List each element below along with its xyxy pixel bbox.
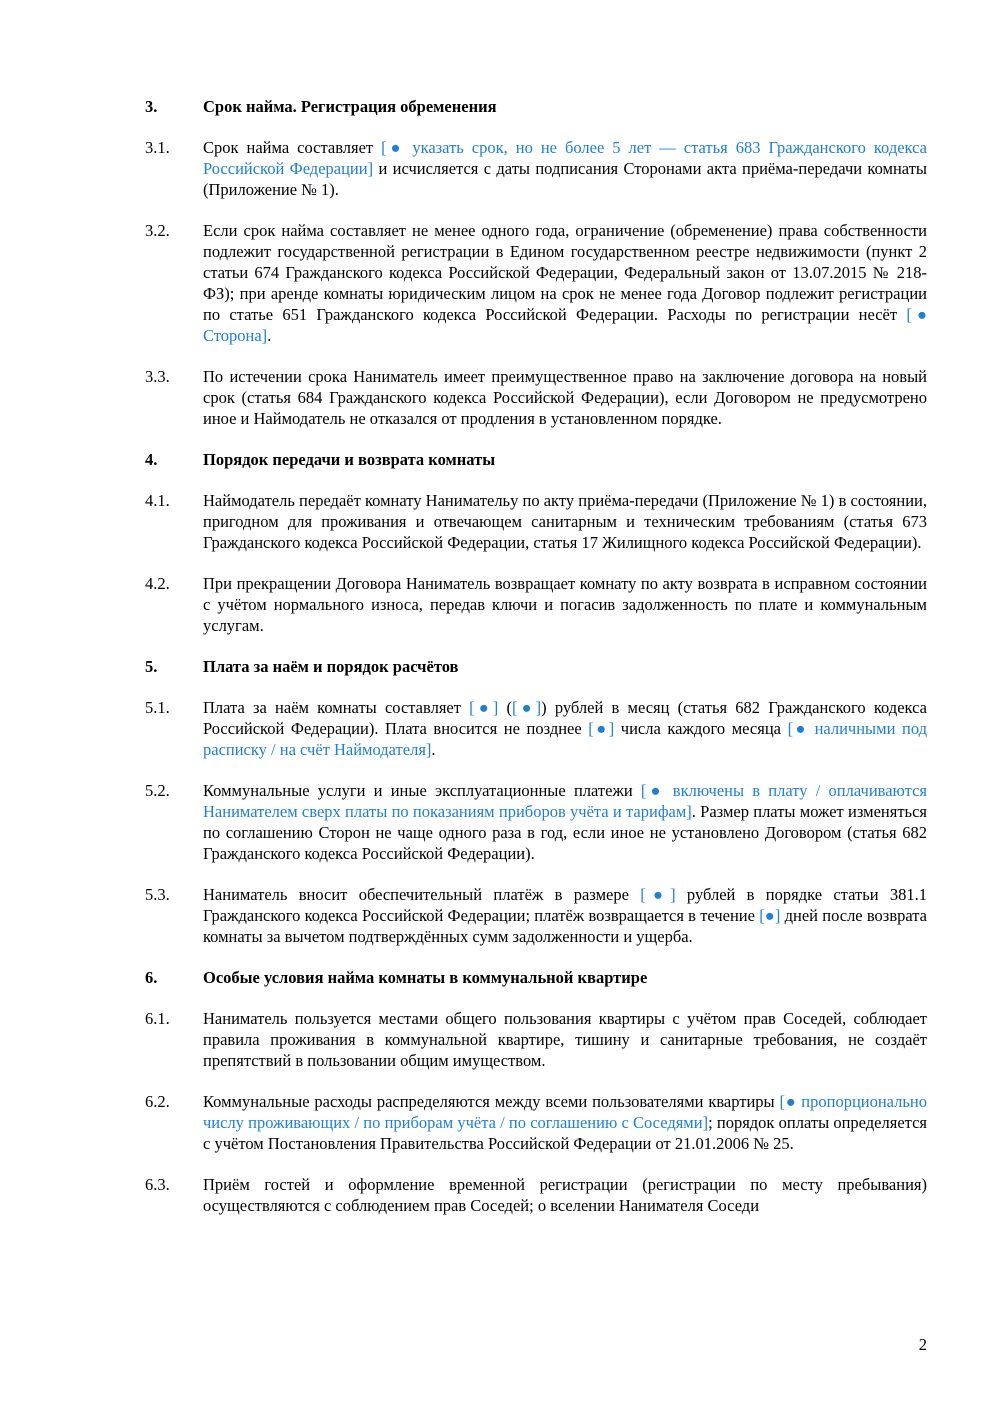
placeholder-text: [●]	[512, 698, 542, 717]
clause-text-run: .	[431, 740, 436, 759]
placeholder-text: [● включены в плату / оплачиваются Нанимателем сверх платы по показаниям приборов учёта и тарифам]	[203, 781, 927, 821]
clause	[145, 137, 927, 200]
clause-text-run: ) рублей в месяц (статья 682 Гражданского кодекса Российской Федерации). Плата вносится не позднее	[203, 698, 927, 738]
clause-text-run: По истечении срока Наниматель имеет преимущественное право на заключение договора на новый срок (статья 684 Гражданского кодекса Российской Федерации), если Договором не предусмотрено иное и Наймодатель не отказался от продления в установленном порядке.	[203, 367, 927, 428]
clause-text-run: При прекращении Договора Наниматель возвращает комнату по акту возврата в исправном состоянии с учётом нормального износа, передав ключи и погасив задолженность по плате и коммунальным услугам.	[203, 574, 927, 635]
clause	[145, 1008, 927, 1071]
clause-text	[203, 220, 927, 346]
clause-text	[203, 884, 927, 947]
clause-text	[203, 490, 927, 553]
clause-text	[203, 1091, 927, 1154]
clause	[145, 1174, 927, 1216]
clause-number: 3.2.	[145, 221, 170, 240]
clause-text	[203, 366, 927, 429]
clause-number: 4.2.	[145, 574, 170, 593]
placeholder-text: [● указать срок, но не более 5 лет — статья 683 Гражданского кодекса Российской Федерации]	[203, 138, 927, 178]
placeholder-text: [●]	[469, 698, 499, 717]
clause	[145, 884, 927, 947]
clause-text-run: Наймодатель передаёт комнату Нанимательу по акту приёма-передачи (Приложение № 1) в состоянии, пригодном для проживания и отвечающем санитарным и техническим требованиям (статья 673 Гражданского кодекса Российской Федерации, статья 17 Жилищного кодекса Российской Федерации).	[203, 491, 927, 552]
clause	[145, 220, 927, 346]
placeholder-text: [● пропорционально числу проживающих / по приборам учёта / по соглашению с Соседями]	[203, 1092, 927, 1132]
clause	[145, 1091, 927, 1154]
section-heading	[145, 656, 927, 677]
clause	[145, 573, 927, 636]
clause-text-run: Если срок найма составляет не менее одного года, ограничение (обременение) права собственности подлежит государственной регистрации в Едином государственном реестре недвижимости (пункт 2 статьи 674 Гражданского кодекса Российской Федерации, Федеральный закон от 13.07.2015 № 218-ФЗ); при аренде комнаты юридическим лицом на срок не менее года Договор подлежит регистрации по статье 651 Гражданского кодекса Российской Федерации. Расходы по регистрации несёт	[203, 221, 927, 324]
section-number: 3.	[145, 97, 158, 116]
clause	[145, 490, 927, 553]
clause	[145, 780, 927, 864]
section-title: Особые условия найма комнаты в коммунальной квартире	[203, 968, 648, 987]
clause-number: 5.2.	[145, 781, 170, 800]
clause-text	[203, 1174, 927, 1216]
placeholder-text: [● наличными под расписку / на счёт Наймодателя]	[203, 719, 928, 759]
section-heading	[145, 449, 927, 470]
clause-text-run: . Размер платы может изменяться по соглашению Сторон не чаще одного раза в год, если иное не установлено Договором (статья 682 Гражданского кодекса Российской Федерации).	[203, 802, 927, 863]
clause-text-run: Коммунальные услуги и иные эксплуатационные платежи	[203, 781, 641, 800]
clause-text	[203, 1008, 927, 1071]
section-number: 5.	[145, 657, 158, 676]
clause-text-run: Приём гостей и оформление временной регистрации (регистрации по месту пребывания) осуществляются с соблюдением прав Соседей; о вселении Нанимателя Соседи	[203, 1175, 927, 1215]
section-number: 6.	[145, 968, 158, 987]
clause-text-run: Наниматель вносит обеспечительный платёж в размере	[203, 885, 641, 904]
clause-number: 3.3.	[145, 367, 170, 386]
clause-text-run: Срок найма составляет	[203, 138, 382, 157]
clause-number: 4.1.	[145, 491, 170, 510]
clause-text	[203, 573, 927, 636]
clause-text-run: дней после возврата комнаты за вычетом подтверждённых сумм задолженности и ущерба.	[203, 906, 927, 946]
section-title: Плата за наём и порядок расчётов	[203, 657, 459, 676]
clause-text-run: и исчисляется с даты подписания Сторонами акта приёма-передачи комнаты (Приложение № 1).	[203, 159, 928, 199]
clause-text-run: Плата за наём комнаты составляет	[203, 698, 470, 717]
placeholder-text: [●]	[640, 885, 676, 904]
page-number: 2	[918, 1335, 927, 1354]
clause-number: 6.2.	[145, 1092, 170, 1111]
clause-text-run: числа каждого месяца	[614, 719, 788, 738]
clause-text-run: Коммунальные расходы распределяются между всеми пользователями квартиры	[203, 1092, 780, 1111]
section-title: Порядок передачи и возврата комнаты	[203, 450, 496, 469]
clause-text	[203, 137, 927, 200]
clause-number: 5.3.	[145, 885, 170, 904]
placeholder-text: [● Сторона]	[203, 305, 927, 345]
document-body	[145, 96, 927, 1236]
clause-text	[203, 697, 927, 760]
clause-text-run: ; порядок оплаты определяется с учётом Постановления Правительства Российской Федерации от 21.01.2006 № 25.	[203, 1113, 927, 1153]
placeholder-text: [●]	[588, 719, 615, 738]
clause-text-run: рублей в порядке статьи 381.1 Гражданского кодекса Российской Федерации; платёж возвращается в течение	[203, 885, 927, 925]
section-title: Срок найма. Регистрация обременения	[203, 97, 497, 116]
clause-number: 6.1.	[145, 1009, 170, 1028]
clause-number: 5.1.	[145, 698, 170, 717]
section-heading	[145, 967, 927, 988]
clause-text-run: .	[267, 326, 272, 345]
clause-number: 3.1.	[145, 138, 170, 157]
section-number: 4.	[145, 450, 158, 469]
clause-text-run: Наниматель пользуется местами общего пользования квартиры с учётом прав Соседей, соблюдает правила проживания в коммунальной квартире, тишину и санитарные требования, не создаёт препятствий в пользовании общим имуществом.	[203, 1009, 927, 1070]
section-heading	[145, 96, 927, 117]
clause-text	[203, 780, 927, 864]
placeholder-text: [●]	[759, 906, 781, 925]
clause	[145, 366, 927, 429]
clause	[145, 697, 927, 760]
clause-text-run: (	[498, 698, 513, 717]
clause-number: 6.3.	[145, 1175, 170, 1194]
